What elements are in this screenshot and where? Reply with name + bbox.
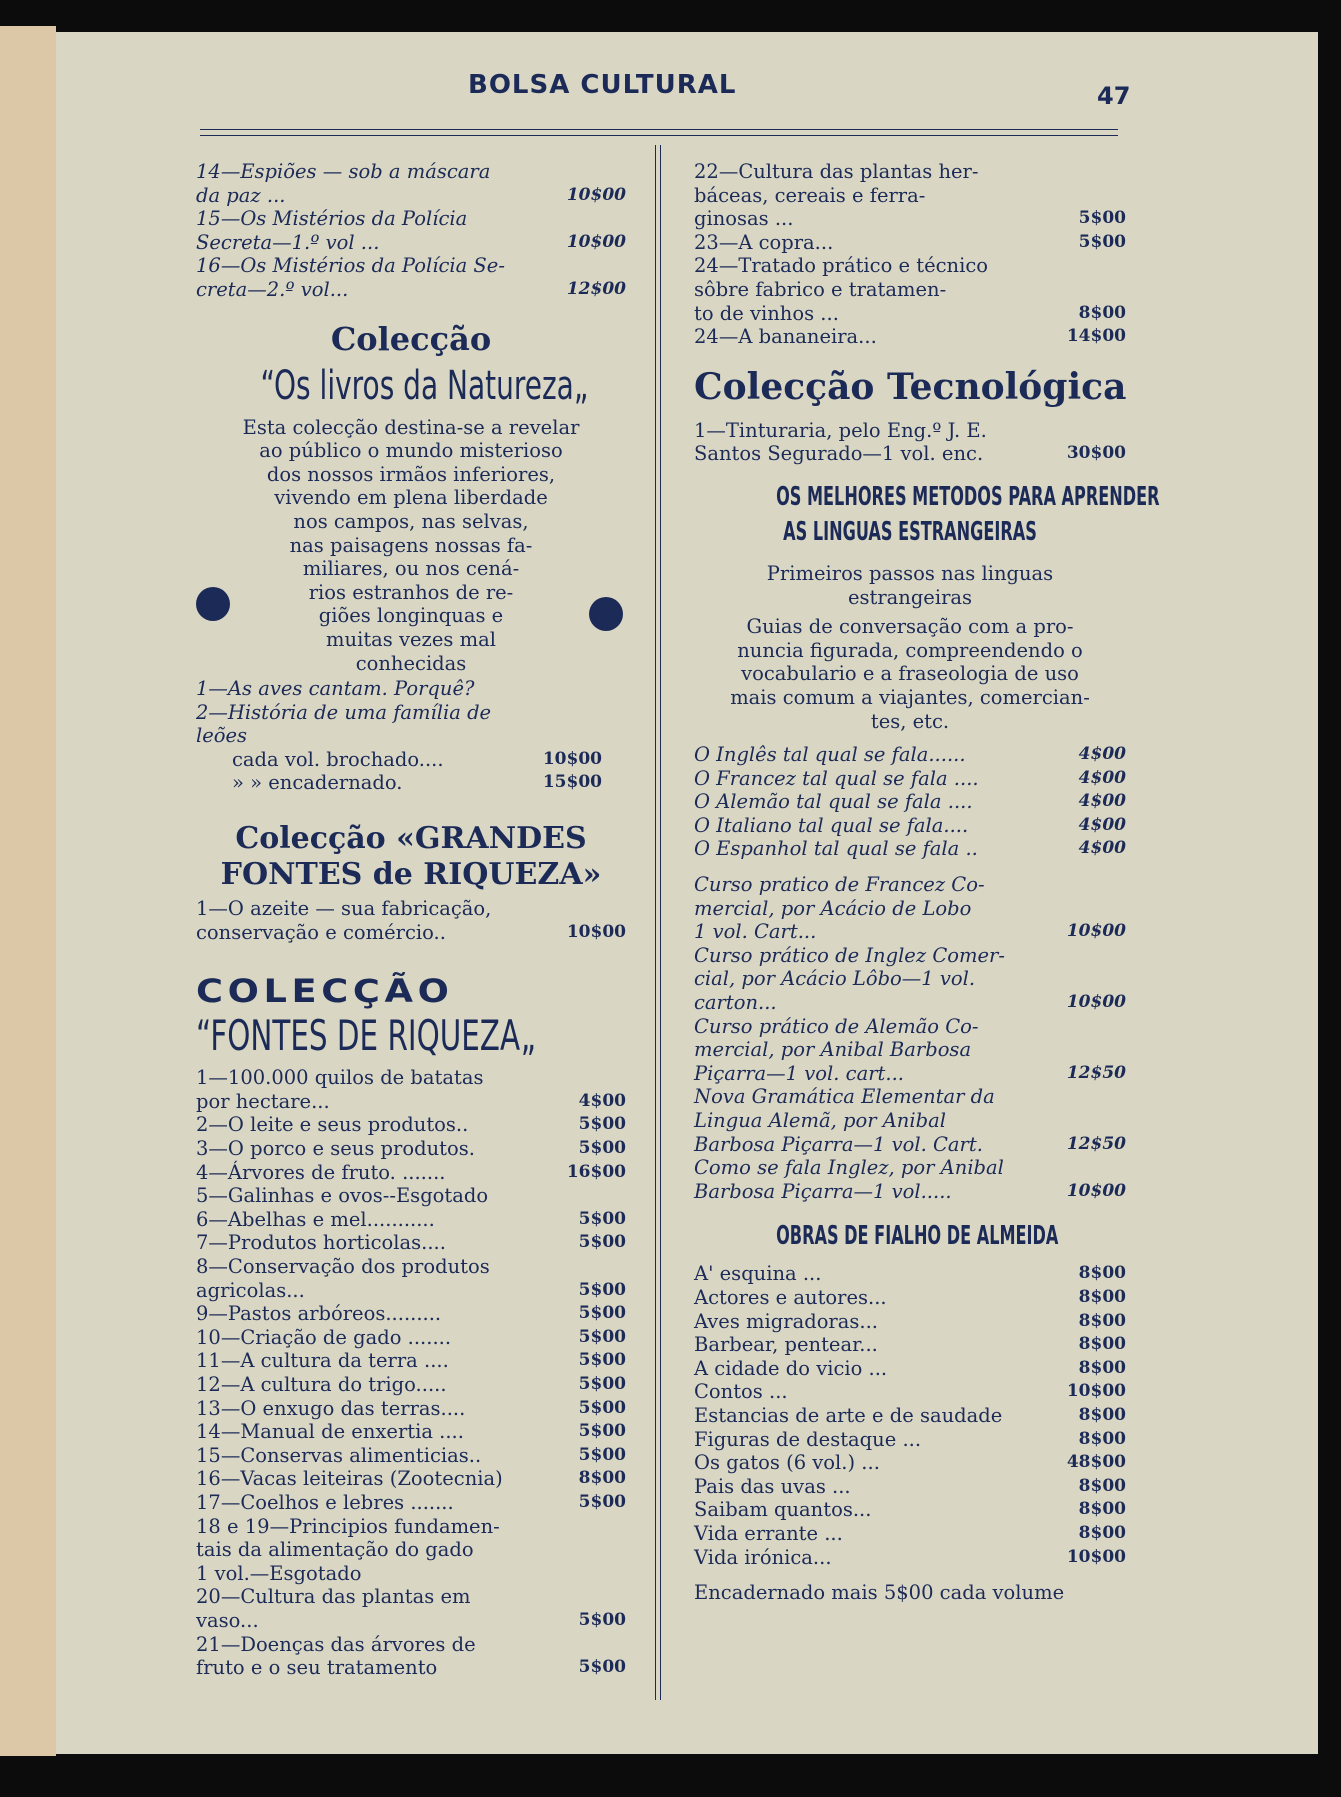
page-number: 47 [1097, 82, 1131, 110]
entry-title: 5—Galinhas e ovos--Esgotado [196, 1184, 489, 1208]
entry-title: Os gatos (6 vol.) ... [694, 1451, 880, 1475]
entry-title: 1—100.000 quilos de batatas por hectare... [196, 1066, 484, 1113]
catalog-entry [694, 1015, 1126, 1086]
fialho-list [694, 1262, 1126, 1569]
entry-price: 5$00 [578, 1421, 626, 1442]
catalog-entry: 1—As aves cantam. Porquê? [196, 677, 475, 701]
entry-price: 8$00 [1078, 1310, 1126, 1331]
entry-title: Curso pratico de Francez Co- mercial, por Acácio de Lobo 1 vol. Cart... [694, 873, 985, 944]
entry-price: 4$00 [1078, 814, 1126, 835]
courses-list [694, 873, 1126, 1203]
catalog-entry [196, 1137, 626, 1161]
catalog-entry [196, 1161, 626, 1185]
catalog-entry [694, 1451, 1126, 1475]
entry-title: 7—Produtos horticolas.... [196, 1231, 446, 1255]
section-heading-linguas-line1: OS MELHORES METODOS PARA APRENDER [776, 481, 1160, 512]
entry-price: 10$00 [1066, 992, 1126, 1013]
catalog-entry [196, 1373, 626, 1397]
entry-title: A' esquina ... [694, 1262, 822, 1286]
entry-title: 3—O porco e seus produtos. [196, 1137, 475, 1161]
entry-title: 16—Vacas leiteiras (Zootecnia) [196, 1467, 503, 1491]
catalog-entry [694, 743, 1126, 767]
catalog-entry [694, 1262, 1126, 1286]
catalog-entry: 24—A bananeira... 14$00 [694, 325, 1126, 349]
entry-title: 14—Manual de enxertia .... [196, 1420, 464, 1444]
entry-title: Aves migradoras... [694, 1309, 878, 1333]
entry-price: 8$00 [1078, 1334, 1126, 1355]
entry-title: 15—Conservas alimenticias.. [196, 1443, 482, 1467]
catalog-entry [694, 1085, 1126, 1156]
entry-title: O Inglês tal qual se fala...... [694, 743, 966, 767]
section-heading-tecnologica: Colecção Tecnológica [694, 365, 1127, 408]
entry-price: 16$00 [566, 1161, 626, 1182]
entry-title: 10—Criação de gado ....... [196, 1325, 452, 1349]
catalog-entry [196, 1397, 626, 1421]
catalog-entry [196, 1349, 626, 1373]
price-line: cada vol. brochado.... 10$00 [232, 747, 602, 771]
catalog-entry [694, 1428, 1126, 1452]
entry-price: 5$00 [578, 1326, 626, 1347]
entry-price: 8$00 [1078, 1286, 1126, 1307]
catalog-entry [694, 814, 1126, 838]
entry-title: 20—Cultura das plantas em vaso... [196, 1585, 471, 1632]
entry-price: 12$50 [1066, 1062, 1126, 1083]
entry-price: 5$00 [578, 1279, 626, 1300]
footnote-binding: Encadernado mais 5$00 cada volume [694, 1581, 1065, 1605]
catalog-entry [694, 1286, 1126, 1310]
entry-title: O Italiano tal qual se fala.... [694, 813, 969, 837]
entry-price: 8$00 [1078, 1357, 1126, 1378]
section-intro-linguas: Guias de conversação com a pro- nuncia figurada, compreendendo o vocabulario e a fraseologia de uso mais comum a viajantes, comercian- tes, etc. [730, 615, 1090, 733]
column-divider-left [655, 145, 656, 1700]
catalog-entry [196, 1420, 626, 1444]
entry-title: 18 e 19—Principios fundamen- tais da alimentação do gado 1 vol.—Esgotado [196, 1514, 500, 1585]
entry-title: Actores e autores... [694, 1285, 887, 1309]
entry-title: O Alemão tal qual se fala .... [694, 790, 973, 814]
catalog-entry [196, 1326, 626, 1350]
entry-price: 10$00 [1066, 1381, 1126, 1402]
catalog-entry: 22—Cultura das plantas her- báceas, cereais e ferra- ginosas ... 5$00 [694, 160, 1126, 231]
catalog-entry [196, 1467, 626, 1491]
catalog-entry [196, 1491, 626, 1515]
entry-title: Barbear, pentear... [694, 1333, 878, 1357]
catalog-entry: 1—Tinturaria, pelo Eng.º J. E. Santos Segurado—1 vol. enc. 30$00 [694, 418, 1126, 466]
entry-title: A cidade do vicio ... [694, 1356, 888, 1380]
catalog-entry [196, 1633, 626, 1680]
entry-price: 4$00 [1078, 744, 1126, 765]
catalog-entry [196, 1255, 626, 1302]
guides-list [694, 743, 1126, 861]
price-line: » » encadernado. 15$00 [232, 771, 602, 795]
section-heading-natureza-line2: “Os livros da Natureza„ [260, 362, 589, 409]
running-header-title: BOLSA CULTURAL [468, 70, 737, 100]
column-divider-right [660, 145, 661, 1700]
section-heading-fialho: OBRAS DE FIALHO DE ALMEIDA [776, 1221, 1059, 1252]
catalog-entry: 14—Espiões — sob a máscara da paz ... 10$00 [196, 160, 626, 207]
catalog-entry [694, 790, 1126, 814]
entry-price: 8$00 [1078, 1404, 1126, 1425]
catalog-entry [694, 1156, 1126, 1203]
section-heading-fontes-line2: “FONTES DE RIQUEZA„ [196, 1011, 536, 1061]
catalog-entry: 1—O azeite — sua fabricação, conservação e comércio.. 10$00 [196, 897, 626, 944]
entry-price: 5$00 [578, 1491, 626, 1512]
entry-price: 5$00 [578, 1444, 626, 1465]
entry-title: Curso prático de Inglez Comer- cial, por Acácio Lôbo—1 vol. carton... [694, 943, 1005, 1015]
catalog-entry [196, 1515, 626, 1586]
entry-price: 4$00 [1078, 767, 1126, 788]
catalog-entry [694, 767, 1126, 791]
entry-price: 12$50 [1066, 1133, 1126, 1154]
section-heading-fontes-line1: COLECÇÃO [196, 972, 454, 1011]
entry-price: 8$00 [578, 1468, 626, 1489]
entry-title: 8—Conservação dos produtos agricolas... [196, 1255, 490, 1302]
section-heading-natureza-line1: Colecção [330, 319, 492, 358]
entry-price: 5$00 [578, 1114, 626, 1135]
catalog-entry [196, 1585, 626, 1632]
entry-price: 4$00 [1078, 791, 1126, 812]
header-rule [200, 129, 1118, 130]
entry-price: 4$00 [1078, 838, 1126, 859]
entry-price: 10$00 [1066, 921, 1126, 942]
catalog-entry [694, 1357, 1126, 1381]
catalog-entry [694, 1310, 1126, 1334]
fontes-list [196, 1066, 626, 1679]
entry-title: 9—Pastos arbóreos......... [196, 1302, 442, 1326]
entry-title: Saibam quantos... [694, 1498, 872, 1522]
catalog-entry [694, 1404, 1126, 1428]
entry-title: Contos ... [694, 1380, 788, 1404]
section-heading-linguas-line2: AS LINGUAS ESTRANGEIRAS [783, 516, 1037, 547]
catalog-entry [694, 837, 1126, 861]
entry-price: 48$00 [1066, 1452, 1126, 1473]
entry-title: Estancias de arte e de saudade [694, 1403, 1003, 1427]
catalog-entry [196, 1231, 626, 1255]
entry-price: 5$00 [578, 1350, 626, 1371]
catalog-entry [694, 1333, 1126, 1357]
catalog-entry [694, 1475, 1126, 1499]
entry-price: 5$00 [578, 1373, 626, 1394]
catalog-entry [196, 1302, 626, 1326]
entry-price: 5$00 [578, 1397, 626, 1418]
catalog-entry [694, 1546, 1126, 1570]
entry-price: 4$00 [578, 1090, 626, 1111]
catalog-entry: 16—Os Mistérios da Polícia Se- creta—2.º vol... 12$00 [196, 254, 626, 301]
entry-price: 8$00 [1078, 1428, 1126, 1449]
entry-price: 5$00 [578, 1208, 626, 1229]
catalog-entry: 2—História de uma família de leões [196, 700, 492, 748]
catalog-entry [694, 1498, 1126, 1522]
entry-price: 8$00 [1078, 1475, 1126, 1496]
entry-title: 4—Árvores de fruto. ....... [196, 1160, 446, 1184]
catalog-entry [196, 1184, 626, 1208]
entry-title: Figuras de destaque ... [694, 1427, 922, 1451]
entry-title: 17—Coelhos e lebres ....... [196, 1490, 454, 1514]
entry-title: Curso prático de Alemão Co- mercial, por Anibal Barbosa Piçarra—1 vol. cart... [694, 1014, 979, 1085]
entry-title: 21—Doenças das árvores de fruto e o seu tratamento [196, 1632, 476, 1680]
entry-title: Vida errante ... [694, 1521, 843, 1545]
entry-title: 2—O leite e seus produtos.. [196, 1113, 469, 1137]
catalog-entry [694, 873, 1126, 944]
entry-title: Pais das uvas ... [694, 1474, 851, 1498]
entry-price: 5$00 [578, 1303, 626, 1324]
entry-price: 10$00 [1066, 1546, 1126, 1567]
entry-title: 12—A cultura do trigo..... [196, 1372, 447, 1396]
section-heading-grandes: Colecção «GRANDES FONTES de RIQUEZA» [220, 821, 602, 893]
catalog-entry [694, 944, 1126, 1015]
catalog-entry [196, 1113, 626, 1137]
catalog-entry: 15—Os Mistérios da Polícia Secreta—1.º vol ... 10$00 [196, 207, 626, 254]
entry-title: Nova Gramática Elementar da Lingua Alemã, por Anibal Barbosa Piçarra—1 vol. Cart. [694, 1085, 995, 1156]
catalog-entry [196, 1066, 626, 1113]
book-spine [0, 26, 56, 1756]
entry-price: 8$00 [1078, 1263, 1126, 1284]
section-intro-natureza: Esta colecção destina-se a revelar ao público o mundo misterioso dos nossos irmãos inferiores, vivendo em plena liberdade nos campos, nas selvas, nas paisagens nossas fa- miliares, ou nos cená- rios estranhos de re- giões longinquas e muitas vezes mal conhecidas [242, 415, 580, 675]
catalog-entry: 23—A copra... 5$00 [694, 230, 1126, 254]
catalog-entry [196, 1444, 626, 1468]
entry-title: 11—A cultura da terra .... [196, 1349, 449, 1373]
header-rule-secondary [200, 135, 1118, 136]
entry-title: O Espanhol tal qual se fala .. [694, 837, 978, 861]
section-subheading-linguas: Primeiros passos nas linguas estrangeiras [766, 561, 1054, 609]
right-column [694, 160, 1160, 1605]
catalog-entry [694, 1380, 1126, 1404]
entry-title: 6—Abelhas e mel........... [196, 1207, 435, 1231]
entry-title: O Francez tal qual se fala .... [694, 766, 979, 790]
entry-title: Como se fala Inglez, por Anibal Barbosa Piçarra—1 vol..... [694, 1156, 1004, 1203]
entry-price: 8$00 [1078, 1522, 1126, 1543]
entry-title: 13—O enxugo das terras.... [196, 1396, 466, 1420]
left-column [196, 160, 626, 1680]
entry-price: 5$00 [578, 1609, 626, 1630]
entry-title: Vida irónica... [694, 1545, 832, 1569]
catalog-entry: 24—Tratado prático e técnico sôbre fabrico e tratamen- to de vinhos ... 8$00 [694, 254, 1126, 325]
entry-price: 10$00 [1066, 1180, 1126, 1201]
entry-price: 5$00 [578, 1657, 626, 1678]
entry-price: 5$00 [578, 1138, 626, 1159]
catalog-entry [694, 1522, 1126, 1546]
entry-price: 5$00 [578, 1232, 626, 1253]
catalog-entry [196, 1208, 626, 1232]
entry-price: 8$00 [1078, 1499, 1126, 1520]
